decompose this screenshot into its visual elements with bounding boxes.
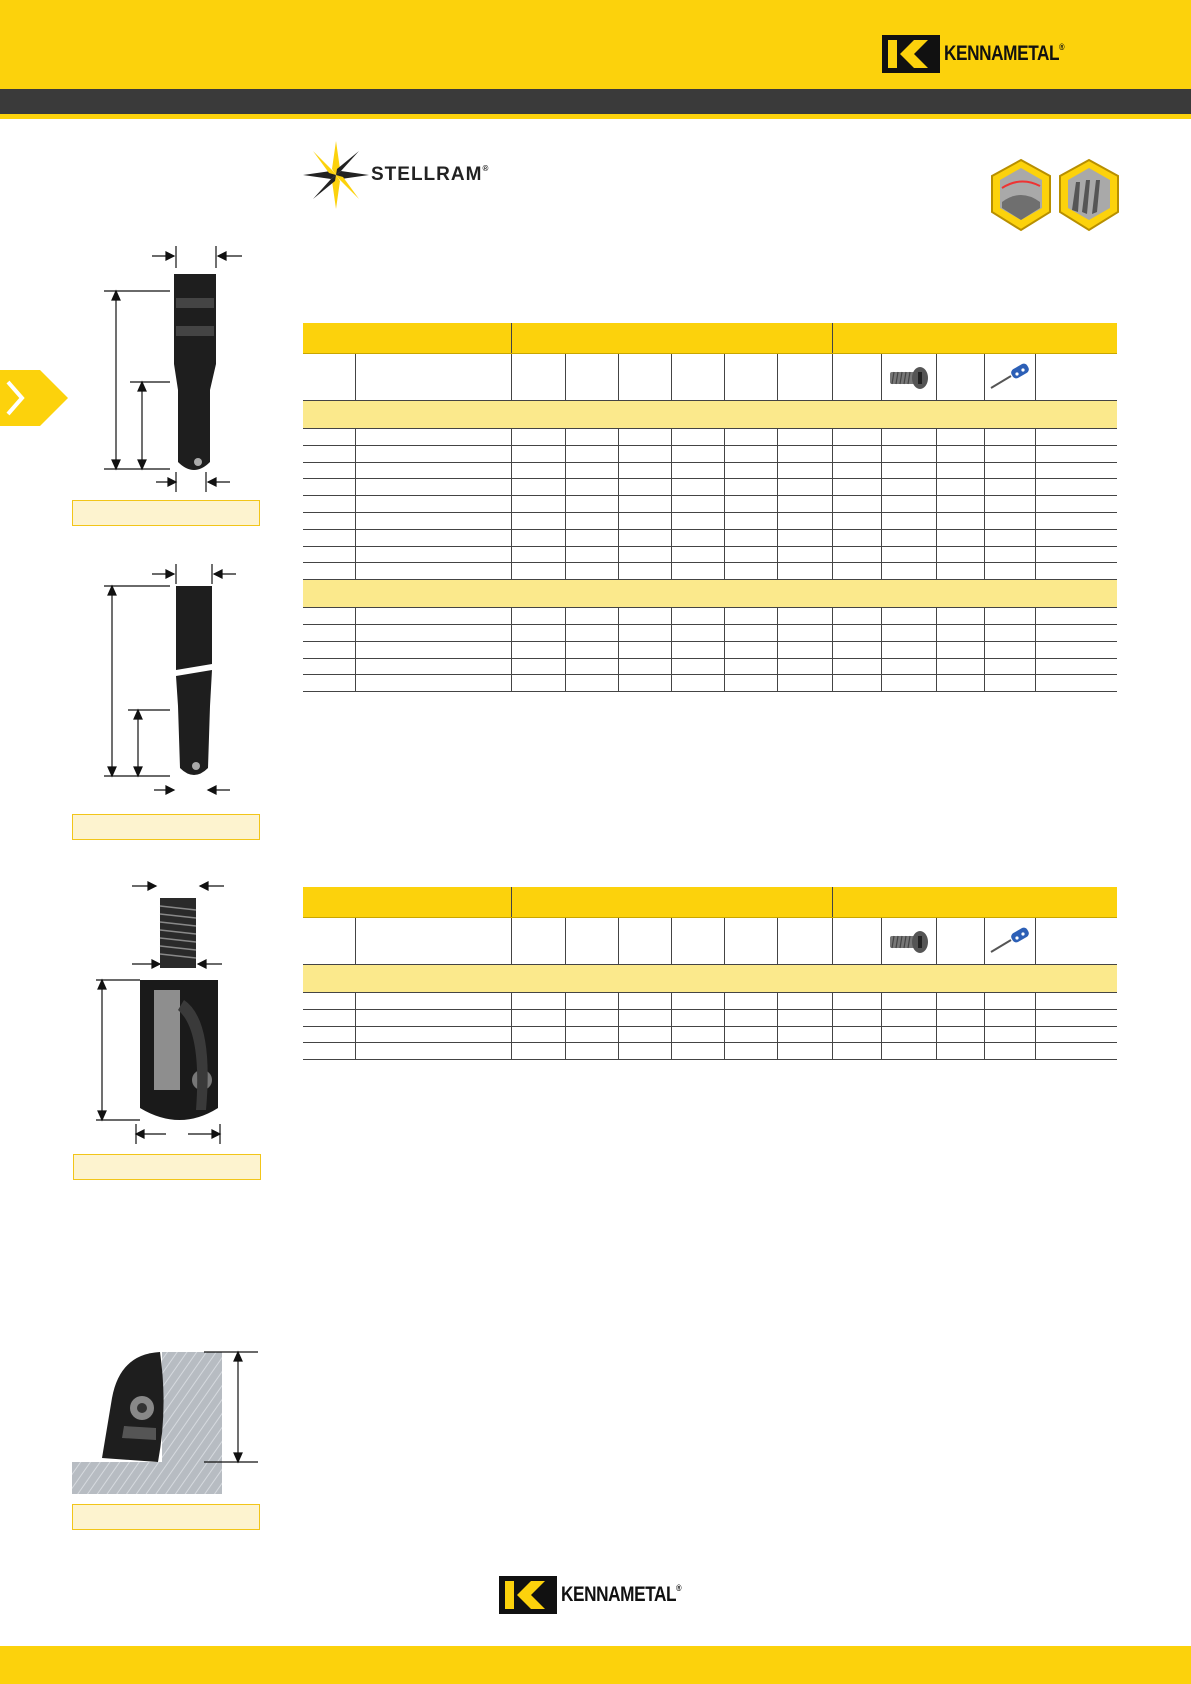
caption-box-4 [72, 1504, 260, 1530]
table-row [303, 608, 1117, 625]
cutting-depth-illustration [72, 1348, 262, 1494]
footer-kennametal-logo [499, 1576, 708, 1614]
screw-icon [886, 362, 932, 392]
table-row [303, 1026, 1117, 1043]
spec-table-1 [303, 323, 1117, 692]
table-1-section-1 [303, 401, 1117, 429]
table-2-column-header [303, 918, 1117, 965]
table-row [303, 624, 1117, 641]
group-header-cell [511, 887, 832, 918]
screwdriver-icon [987, 926, 1033, 956]
stellram-star-icon [303, 141, 369, 209]
table-2-group-header [303, 887, 1117, 918]
table-row [303, 546, 1117, 563]
table-row [303, 641, 1117, 658]
footer-band [0, 1646, 1191, 1684]
group-header-cell [511, 323, 832, 354]
kennametal-k-icon [882, 35, 940, 73]
table-row [303, 1009, 1117, 1026]
chapter-tab-marker [0, 370, 70, 426]
table-row [303, 1043, 1117, 1060]
screw-on-head-drawing [90, 870, 250, 1152]
screwdriver-icon [987, 362, 1033, 392]
table-row [303, 675, 1117, 692]
header-thin-stripe [0, 114, 1191, 119]
table-1-column-header [303, 354, 1117, 401]
end-mill-drawing-1 [90, 240, 250, 502]
group-header-cell [832, 887, 1117, 918]
group-header-cell [303, 887, 511, 918]
table-row [303, 563, 1117, 580]
table-1-section-2 [303, 580, 1117, 608]
group-header-cell [303, 323, 511, 354]
table-row [303, 529, 1117, 546]
end-mill-drawing-2 [90, 560, 250, 802]
header-brand-name: KENNAMETAL [944, 42, 1060, 65]
application-icons [988, 158, 1122, 232]
table-row [303, 512, 1117, 529]
table-row [303, 445, 1117, 462]
stellram-mark: ® [482, 164, 490, 173]
table-row [303, 462, 1117, 479]
caption-box-3 [73, 1154, 261, 1180]
caption-box-1 [72, 500, 260, 526]
footer-kennametal-k-icon [499, 1576, 557, 1614]
slotting-icon [1060, 160, 1118, 230]
stellram-logo [303, 141, 489, 209]
spec-table-2 [303, 887, 1117, 1060]
kennametal-logo [882, 35, 1091, 73]
table-1-group-header [303, 323, 1117, 354]
profiling-icon [992, 160, 1050, 230]
header-dark-stripe [0, 89, 1191, 114]
table-row [303, 479, 1117, 496]
stellram-name: STELLRAM [371, 164, 483, 185]
table-row [303, 658, 1117, 675]
screw-icon [886, 926, 932, 956]
caption-box-2 [72, 814, 260, 840]
group-header-cell [832, 323, 1117, 354]
footer-brand-name: KENNAMETAL [561, 1583, 677, 1606]
header-brand-mark: ® [1059, 42, 1065, 52]
footer-brand-mark: ® [676, 1583, 682, 1593]
table-row [303, 496, 1117, 513]
table-row [303, 429, 1117, 446]
table-row [303, 993, 1117, 1010]
table-2-section-1 [303, 965, 1117, 993]
